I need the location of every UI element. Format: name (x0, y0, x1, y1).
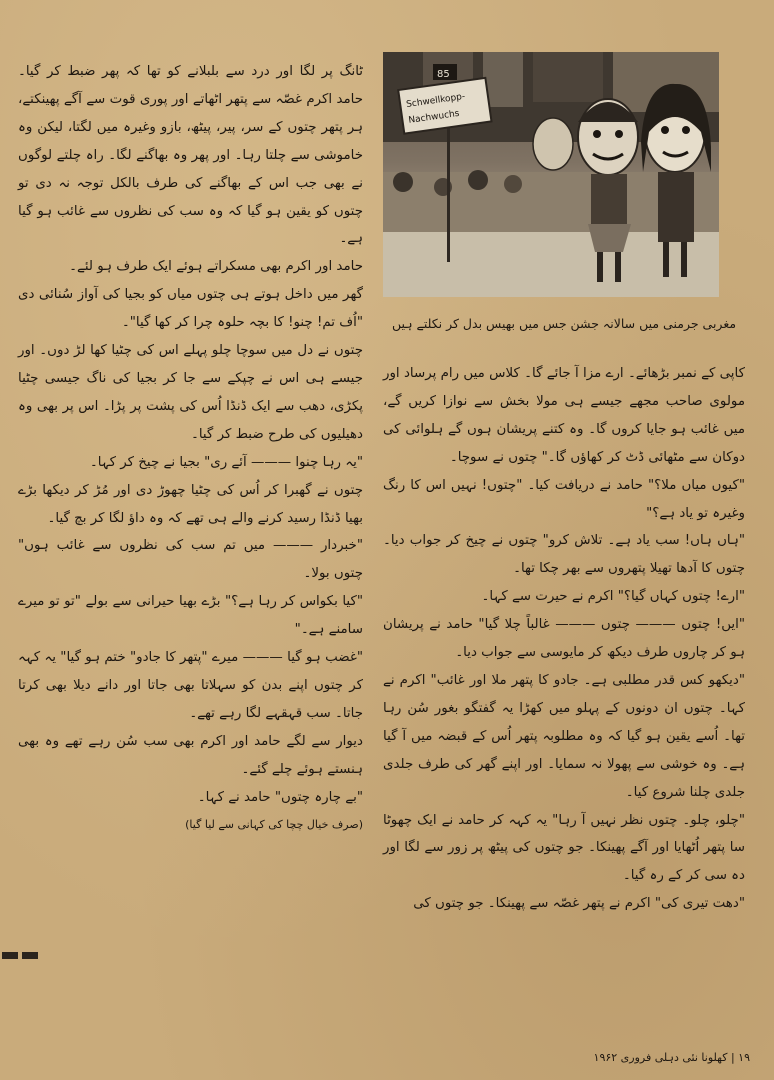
paragraph: کاپی کے نمبر بڑھائے۔ ارے مزا آ جائے گا۔ کلاس میں رام پرساد اور مولوی صاحب مجھے جیسے ہی مولا بخش سے نوازا کریں گے، میں غائب ہو جایا کروں گا۔ وہ کتنے پریشان ہوں گے ہلوائی کی دوکان سے مٹھائی ڈٹ کر کھاؤں گا۔" چتوں نے سوچا۔ (383, 366, 745, 465)
paragraph: چتوں نے دل میں سوچا چلو پہلے اس کی چٹیا کھا لڑ دوں۔ اور جیسے ہی اس نے چپکے سے جا کر بجیا کی ناگ جیسی چٹیا پکڑی، دھب سے ایک ڈنڈا اُس کی پشت پر پڑا۔ اس پر بھی وہ دھیلیوں کی طرح ضبط کر گیا۔ (18, 343, 363, 442)
end-marks (2, 944, 42, 954)
paragraph: گھر میں داخل ہوتے ہی چتوں میاں کو بجیا کی آواز سُنائی دی "اُف تم! چنو! کا بچہ حلوہ چرا کر کھا گیا"۔ (18, 287, 363, 331)
festival-photo (383, 52, 719, 297)
paragraph: دیوار سے لگے حامد اور اکرم بھی سب سُن رہے تھے وہ بھی ہنستے ہوئے چلے گئے۔ (18, 733, 363, 777)
sign-line-1: Schwellkopp- (405, 91, 466, 111)
paragraph: چتوں نے گھبرا کر اُس کی چٹیا چھوڑ دی اور مُڑ کر دیکھا بڑے بھیا ڈنڈا رسید کرنے والے ہی تھے کہ وہ داؤ لگا کر بچ گیا۔ (18, 482, 363, 526)
paragraph: حامد اور اکرم بھی مسکراتے ہوئے ایک طرف ہو لئے۔ (69, 259, 363, 275)
paragraph: "کیوں میاں ملا؟" حامد نے دریافت کیا۔ "چتوں! نہیں اس کا رنگ وغیرہ تو یاد ہے؟" (383, 477, 745, 521)
story-credit: (صرف خیال چچا کی کہانی سے لیا گیا) (185, 818, 363, 832)
paragraph: "خبردار ——— میں تم سب کی نظروں سے غائب ہوں" چتوں بولا۔ (18, 538, 363, 582)
photo-caption: مغربی جرمنی میں سالانہ جشن جس میں بھیس بدل کر نکلتے ہیں (391, 316, 737, 331)
paragraph: "یہ رہا چنوا ——— آئے ری" بجیا نے چیخ کر کہا۔ (89, 454, 363, 470)
festival-photo-illustration (383, 52, 719, 297)
paragraph: "دھت تیری کی" اکرم نے پتھر غصّہ سے پھینکا۔ جو چتوں کی (413, 896, 745, 912)
paragraph: "بے چارہ چتوں" حامد نے کہا۔ (197, 789, 363, 805)
page-footer: ۱۹ | کھلونا نئی دہلی فروری ۱۹۶۲ (593, 1051, 750, 1064)
sign-line-2: Nachwuchs (407, 108, 461, 126)
paragraph: "ہاں ہاں! سب یاد ہے۔ تلاش کرو" چتوں نے چیخ کر جواب دیا۔ چتوں کا آدھا تھیلا پتھروں سے بھر چکا تھا۔ (383, 533, 745, 577)
right-text-column (383, 360, 745, 918)
paragraph: "ارے! چتوں کہاں گیا؟" اکرم نے حیرت سے کہا۔ (481, 589, 745, 605)
paragraph: "غضب ہو گیا ——— میرے "پتھر کا جادو" ختم ہو گیا" یہ کہہ کر چتوں اپنے بدن کو سہلاتا بھی جاتا اور دانے دیلا بھی کرتا جاتا۔ سب قہقہے لگا رہے تھے۔ (18, 650, 363, 721)
paragraph: "کیا بکواس کر رہا ہے؟" بڑے بھیا حیرانی سے بولے "تو تو میرے سامنے ہے۔" (18, 594, 363, 638)
sign-number: 85 (437, 69, 450, 80)
paragraph: "چلو، چلو۔ چتوں نظر نہیں آ رہا" یہ کہہ کر حامد نے ایک چھوٹا سا پتھر اُٹھایا اور آگے پھینکا۔ جو چتوں کی پیٹھ پر زور سے لگا اور دہ سی کر کے رہ گیا۔ (383, 812, 745, 884)
paragraph: "دیکھو کس قدر مطلبی ہے۔ جادو کا پتھر ملا اور غائب" اکرم نے کہا۔ چتوں ان دونوں کے پہلو میں کھڑا یہ گفتگو بغور سُن رہا تھا۔ اُسے یقین ہو گیا کہ وہ مطلوبہ پتھر اُس کے قبضہ میں آ گیا ہے۔ وہ خوشی سے پھولا نہ سمایا۔ اور اپنے گھر کی طرف جلدی جلدی چلنا شروع کیا۔ (383, 672, 745, 800)
paragraph: "ایں! چتوں ——— چتوں ——— غالباً چلا گیا" حامد نے پریشان ہو کر چاروں طرف دیکھ کر مایوسی سے جواب دیا۔ (383, 617, 745, 661)
left-text-column (18, 58, 363, 839)
paragraph: ٹانگ پر لگا اور درد سے بلبلانے کو تھا کہ پھر ضبط کر گیا۔ حامد اکرم غصّہ سے پتھر اٹھاتے اور پوری قوت سے آگے پھینکتے، ہر پتھر چتوں کے سر، پیر، پیٹھ، بازو وغیرہ میں لگتا، لیکن وہ خاموشی سے چلتا رہا۔ اور پھر وہ بھاگنے لگا۔ راہ چلتے لوگوں نے بھی جب اس کے بھاگنے کی طرف بالکل توجہ نہ دی تو چتوں کو یقین ہو گیا کہ وہ سب کی نظروں سے غائب ہو گیا ہے۔ (18, 64, 363, 247)
